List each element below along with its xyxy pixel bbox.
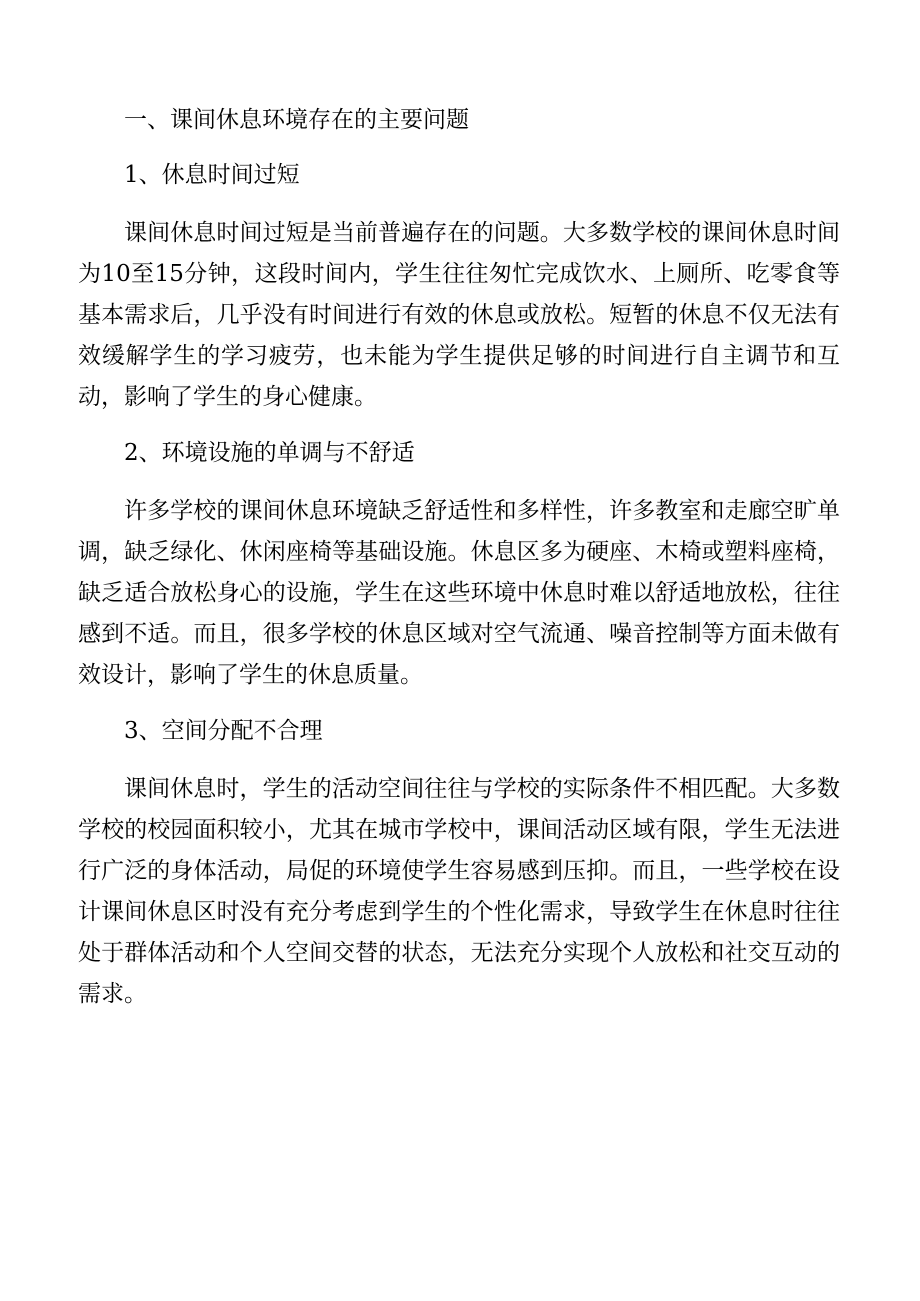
subsection-heading-1: 1、休息时间过短 (124, 162, 300, 188)
subsection-paragraph-1 (78, 213, 840, 418)
paragraph-text: 课间休息时，学生的活动空间往往与学校的实际条件不相匹配。大多数学校的校园面积较小，尤其在城市学校中，课间活动区域有限，学生无法进行广泛的身体活动，局促的环境使学生容易感到压抑。而且，一些学校在设计课间休息区时没有充分考虑到学生的个性化需求，导致学生在休息时往往处于群体活动和个人空间交替的状态，无法充分实现个人放松和社交互动的需求。 (78, 776, 840, 1007)
subsection-heading-2: 2、环境设施的单调与不舒适 (124, 440, 415, 466)
document-body (78, 103, 840, 1033)
subsection-paragraph-3 (78, 769, 840, 1015)
subsection-paragraph-2 (78, 491, 840, 696)
paragraph-text: 课间休息时间过短是当前普遍存在的问题。大多数学校的课间休息时间为10至15分钟，这段时间内，学生往往匆忙完成饮水、上厕所、吃零食等基本需求后，几乎没有时间进行有效的休息或放松。短暂的休息不仅无法有效缓解学生的学习疲劳，也未能为学生提供足够的时间进行自主调节和互动，影响了学生的身心健康。 (78, 220, 840, 410)
subsection-heading-3: 3、空间分配不合理 (124, 718, 323, 744)
paragraph-text: 许多学校的课间休息环境缺乏舒适性和多样性，许多教室和走廊空旷单调，缺乏绿化、休闲座椅等基础设施。休息区多为硬座、木椅或塑料座椅，缺乏适合放松身心的设施，学生在这些环境中休息时难以舒适地放松，往往感到不适。而且，很多学校的休息区域对空气流通、噪音控制等方面未做有效设计，影响了学生的休息质量。 (78, 498, 840, 688)
section-title: 一、课间休息环境存在的主要问题 (124, 107, 469, 133)
